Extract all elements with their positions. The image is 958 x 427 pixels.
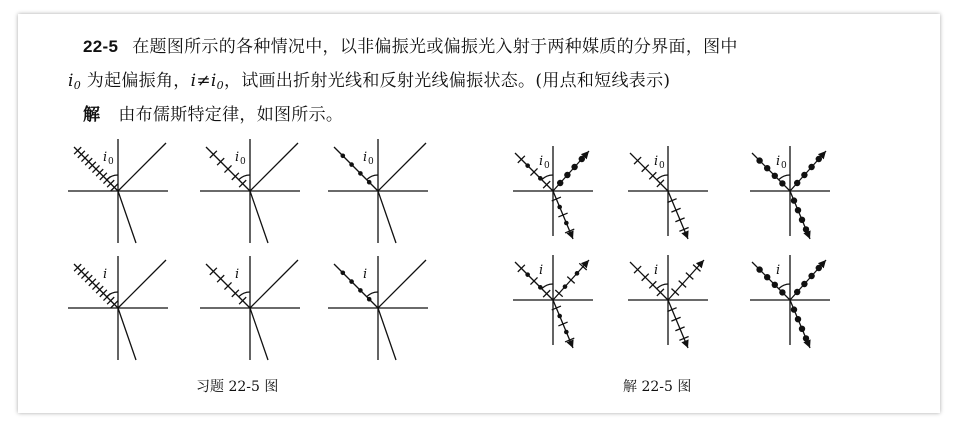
angle-label-i: i: [776, 263, 781, 278]
polarization-dot: [571, 164, 577, 170]
svg-text:0: 0: [659, 161, 665, 171]
svg-text:0: 0: [108, 157, 114, 167]
polarization-dot: [564, 221, 569, 226]
polarization-dot: [808, 164, 814, 170]
symbol-i0-b: i0: [210, 71, 224, 92]
angle-label-i0: i: [103, 150, 108, 165]
svg-text:0: 0: [240, 157, 246, 167]
problem-number: 22-5: [83, 37, 119, 56]
polarization-dot: [764, 274, 770, 280]
question-diagram: [200, 139, 300, 243]
question-diagram: [328, 256, 428, 360]
polarization-dot: [803, 226, 809, 232]
question-diagram: [68, 256, 168, 360]
polarization-dot: [795, 207, 801, 213]
polarization-dot: [358, 171, 363, 176]
symbol-i0: i0: [68, 71, 82, 92]
polarization-dot: [794, 180, 800, 186]
polarization-dot: [772, 282, 778, 288]
solution-text: 由布儒斯特定律，如图所示。: [118, 105, 344, 125]
polarization-dot: [764, 165, 770, 171]
polarization-dot: [795, 316, 801, 322]
svg-text:0: 0: [781, 161, 787, 171]
polarization-dot: [794, 289, 800, 295]
polarization-dot: [801, 172, 807, 178]
polarization-dot: [557, 205, 562, 210]
polarization-dot: [791, 197, 797, 203]
svg-text:0: 0: [368, 157, 374, 167]
angle-label-i0: i: [776, 154, 781, 169]
polarization-dot: [799, 326, 805, 332]
angle-label-i: i: [539, 263, 544, 278]
angle-label-i0: i: [363, 150, 368, 165]
angle-label-i0: i: [539, 154, 544, 169]
symbol-i: i: [190, 71, 197, 91]
problem-text-1: 在题图所示的各种情况中，以非偏振光或偏振光入射于两种媒质的分界面，图中: [132, 37, 738, 57]
polarization-dot: [816, 265, 822, 271]
polarization-dot: [525, 163, 530, 168]
answer-diagram: [628, 255, 708, 348]
angle-label-i: i: [235, 267, 240, 282]
answer-diagram: [750, 255, 830, 348]
problem-text-2b: ，试画出折射光线和反射光线偏振状态。(用点和短线表示): [223, 71, 671, 91]
angle-label-i0: i: [235, 150, 240, 165]
polarization-dot: [816, 156, 822, 162]
polarization-dot: [341, 154, 346, 159]
polarization-dot: [575, 271, 580, 276]
problem-text-2a: 为起偏振角，: [86, 71, 191, 91]
polarization-dot: [358, 288, 363, 293]
svg-text:0: 0: [544, 161, 550, 171]
polarization-dot: [779, 180, 785, 186]
polarization-dot: [579, 156, 585, 162]
angle-label-i0: i: [654, 154, 659, 169]
polarization-dot: [538, 285, 543, 290]
polarization-dot: [801, 281, 807, 287]
polarization-dot: [756, 157, 762, 163]
neq-sign: ≠: [196, 71, 211, 91]
polarization-dot: [367, 297, 372, 302]
polarization-dot: [557, 180, 563, 186]
polarization-dot: [756, 266, 762, 272]
angle-label-i: i: [103, 267, 108, 282]
question-diagram: [200, 256, 300, 360]
polarization-dot: [557, 314, 562, 319]
answer-diagram: [628, 146, 708, 239]
polarization-dot: [772, 173, 778, 179]
solution-label: 解: [83, 105, 101, 125]
angle-label-i: i: [654, 263, 659, 278]
angle-label-i: i: [363, 267, 368, 282]
answer-diagram: [513, 146, 593, 239]
polarization-dot: [349, 279, 354, 284]
polarization-dot: [564, 172, 570, 178]
polarization-dot: [349, 162, 354, 167]
question-diagram: [328, 139, 428, 243]
question-diagram: [68, 139, 168, 243]
polarization-dot: [563, 284, 568, 289]
polarization-dot: [367, 180, 372, 185]
polarization-dot: [799, 217, 805, 223]
polarization-dot: [803, 335, 809, 341]
polarization-dot: [808, 273, 814, 279]
caption-answer-figure: 解 22-5 图: [623, 379, 692, 395]
polarization-dot: [341, 271, 346, 276]
polarization-dot: [564, 330, 569, 335]
polarization-dot: [538, 176, 543, 181]
polarization-dot: [779, 289, 785, 295]
polarization-dot: [525, 272, 530, 277]
caption-question-figure: 习题 22-5 图: [196, 379, 279, 395]
answer-diagram: [750, 146, 830, 239]
polarization-dot: [791, 306, 797, 312]
answer-diagram: [513, 255, 593, 348]
